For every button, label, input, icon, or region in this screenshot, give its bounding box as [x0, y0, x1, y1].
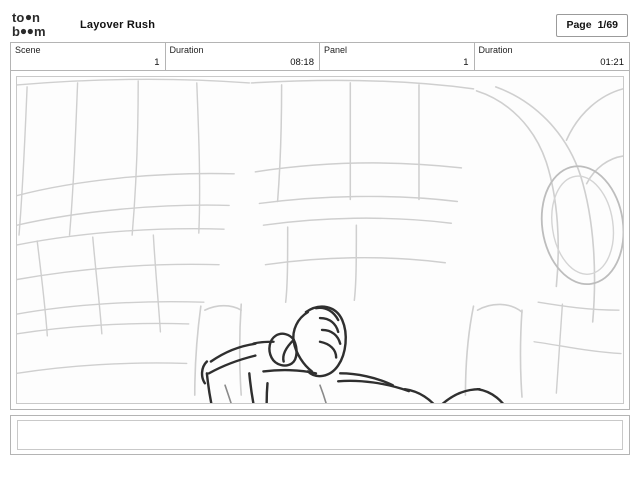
info-label-panel-duration: Duration	[478, 45, 513, 55]
info-label-panel: Panel	[324, 45, 348, 55]
info-value-panel-duration: 01:21	[600, 57, 624, 68]
svg-text:b: b	[12, 24, 20, 39]
page-number-badge	[556, 14, 628, 37]
info-field-panel	[320, 43, 475, 70]
page-label: Page	[566, 18, 592, 31]
svg-text:m: m	[34, 24, 46, 39]
panel-caption-text	[17, 420, 623, 450]
project-title: Layover Rush	[80, 19, 156, 31]
info-field-panel-duration	[475, 43, 630, 70]
info-value-scene-duration: 08:18	[290, 57, 314, 68]
info-label-scene-duration: Duration	[169, 45, 204, 55]
page-value: 1/69	[597, 18, 618, 31]
info-label-scene: Scene	[15, 45, 41, 55]
panel-caption-box	[10, 415, 630, 455]
toon-boom-logo	[12, 10, 68, 40]
svg-text:to: to	[12, 10, 25, 25]
info-value-panel: 1	[463, 57, 469, 68]
panel-frame	[10, 70, 630, 410]
panel-info-bar	[10, 42, 630, 70]
panel-artwork	[16, 76, 624, 404]
info-field-scene	[11, 43, 166, 70]
info-value-scene: 1	[154, 57, 160, 68]
info-field-scene-duration	[166, 43, 321, 70]
page-header	[10, 8, 630, 42]
svg-text:n: n	[32, 10, 40, 25]
